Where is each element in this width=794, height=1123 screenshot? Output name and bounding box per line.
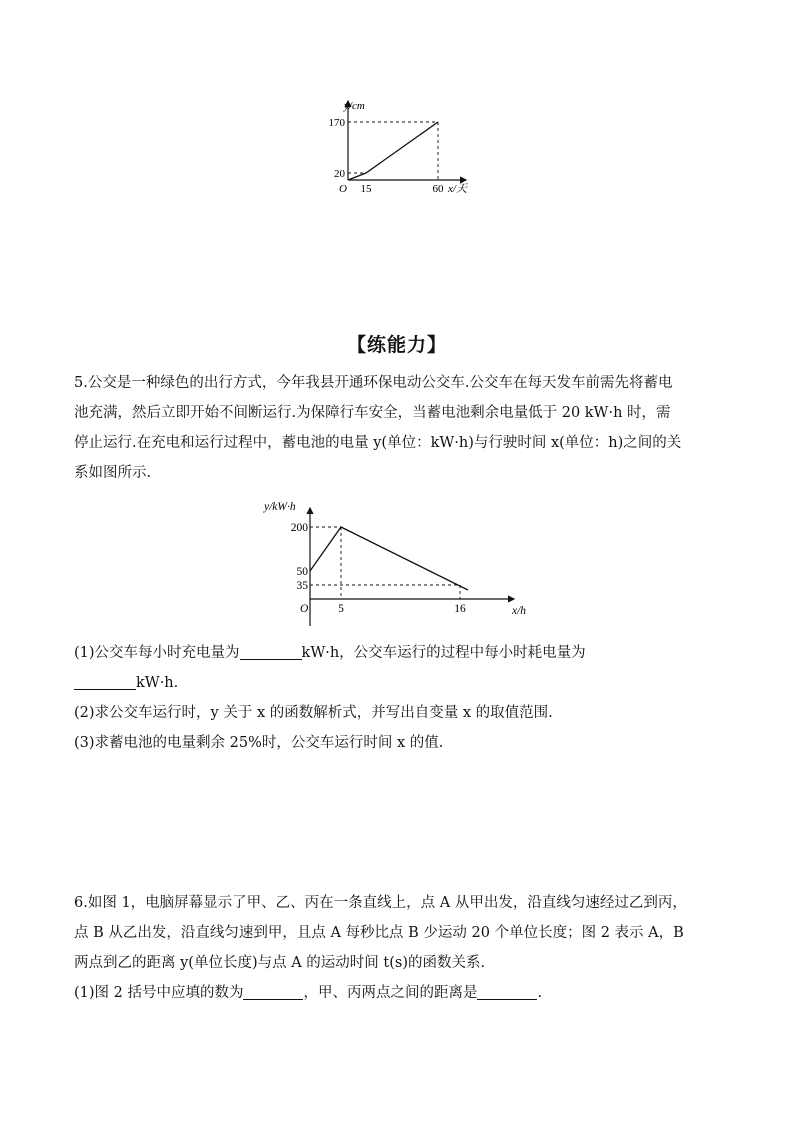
q6-part-1-text-b: ，甲、丙两点之间的距离是 — [303, 985, 478, 1001]
question-6 — [74, 888, 722, 1008]
q5-part-1 — [74, 638, 722, 668]
q5-line-1: 5.公交是一种绿色的出行方式，今年我县开通环保电动公交车.公交车在每天发车前需先将蓄电 — [74, 375, 673, 391]
y-axis-label: y/kW·h — [264, 501, 296, 513]
tick-label-35: 35 — [296, 580, 308, 592]
q6-line-2: 点 B 从乙出发，沿直线匀速到甲，且点 A 每秒比点 B 少运动 20 个单位长度；图 2 表示 A，B — [74, 925, 684, 941]
x-axis-label: x/h — [512, 605, 527, 617]
q5-line-3: 停止运行.在充电和运行过程中，蓄电池的电量 y(单位：kW·h)与行驶时间 x(单位：h)之间的关 — [74, 435, 682, 451]
tick-label-20: 20 — [334, 168, 345, 180]
q5-line-4: 系如图所示. — [74, 465, 152, 481]
tick-label-16: 16 — [454, 603, 466, 615]
tick-label-5: 5 — [338, 603, 344, 615]
question-5 — [74, 368, 722, 488]
q5-part-1-text-c: kW·h. — [136, 675, 179, 691]
tick-label-170: 170 — [328, 117, 345, 129]
tick-label-60: 60 — [432, 183, 444, 195]
section-title: 【练能力】 — [346, 334, 447, 356]
q6-part-1-text-a: (1)图 2 括号中应填的数为 — [74, 985, 244, 1001]
q5-part-2: (2)求公交车运行时，y 关于 x 的函数解析式，并写出自变量 x 的取值范围. — [74, 705, 553, 721]
question-5-parts — [74, 638, 722, 758]
q5-part-1-cont — [74, 668, 722, 698]
tick-label-200: 200 — [290, 522, 308, 534]
q5-part-3: (3)求蓄电池的电量剩余 25%时，公交车运行时间 x 的值. — [74, 735, 444, 751]
q5-part-1-text-a: (1)公交车每小时充电量为 — [74, 645, 240, 661]
tick-label-50: 50 — [296, 566, 308, 578]
origin-label: O — [339, 183, 347, 195]
series-line — [348, 122, 438, 180]
q6-line-1: 6.如图 1，电脑屏幕显示了甲、乙、丙在一条直线上，点 A 从甲出发，沿直线匀速经过乙到丙， — [74, 895, 687, 911]
q6-part-1-text-c: . — [537, 985, 543, 1001]
q5-part-1-text-b: kW·h，公交车运行的过程中每小时耗电量为 — [301, 645, 586, 661]
answer-blank-distance[interactable] — [477, 983, 537, 1000]
x-axis-label: x/天 — [448, 183, 467, 195]
tick-label-15: 15 — [360, 183, 372, 195]
answer-blank-consumption-rate[interactable] — [74, 673, 136, 690]
q6-part-1 — [74, 978, 722, 1008]
answer-blank-bracket-value[interactable] — [243, 983, 303, 1000]
battery-graph — [262, 496, 532, 628]
q5-line-2: 池充满，然后立即开始不间断运行.为保障行车安全，当蓄电池剩余电量低于 20 kW·h 时，需 — [74, 405, 671, 421]
q6-line-3: 两点到乙的距离 y(单位长度)与点 A 的运动时间 t(s)的函数关系. — [74, 955, 486, 971]
origin-label: O — [300, 603, 309, 615]
series-line — [310, 527, 468, 590]
y-axis-label: y/cm — [344, 100, 365, 112]
growth-graph — [320, 95, 480, 200]
answer-blank-charge-rate[interactable] — [240, 643, 302, 660]
